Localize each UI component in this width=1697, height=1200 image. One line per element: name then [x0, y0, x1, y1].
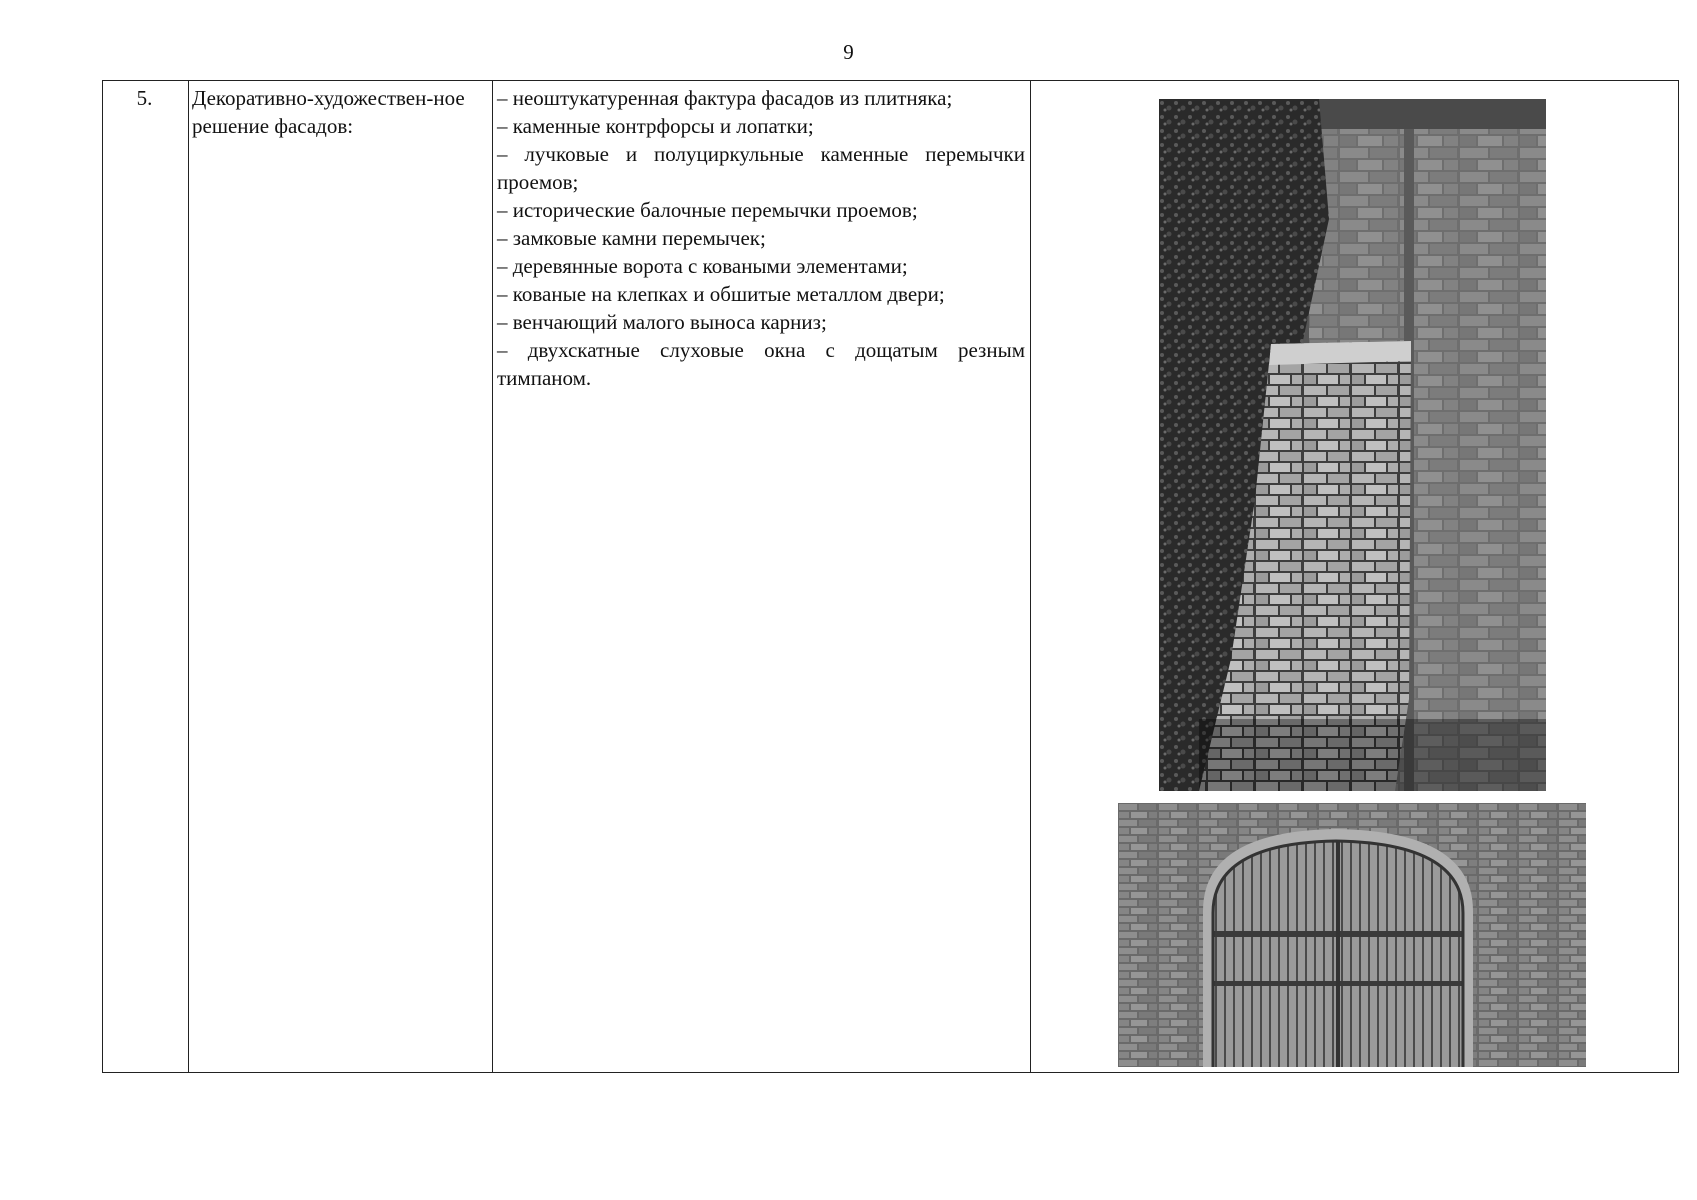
feature-item: – исторические балочные перемычки проемов;: [497, 198, 918, 222]
page-number: 9: [843, 40, 854, 64]
feature-item: – неоштукатуренная фактура фасадов из плитняка;: [497, 86, 953, 110]
row-number: 5.: [136, 86, 153, 110]
feature-item: – лучковые и полуциркульные каменные перемычки проемов;: [497, 142, 1025, 194]
gate-photo: [1118, 803, 1586, 1067]
feature-item: – двухскатные слуховые окна с дощатым резным тимпаном.: [497, 338, 1025, 390]
feature-item: – кованые на клепках и обшитые металлом двери;: [497, 282, 945, 306]
feature-item: – деревянные ворота с коваными элементами;: [497, 254, 908, 278]
features-table: [102, 80, 1679, 1073]
feature-item: – венчающий малого выноса карниз;: [497, 310, 827, 334]
buttress-photo: [1159, 99, 1546, 791]
photo-cell: [103, 81, 1678, 1072]
feature-item: – замковые камни перемычек;: [497, 226, 766, 250]
element-name-text: Декоративно-художествен-ное решение фасадов:: [192, 86, 465, 138]
feature-item: – каменные контрфорсы и лопатки;: [497, 114, 814, 138]
